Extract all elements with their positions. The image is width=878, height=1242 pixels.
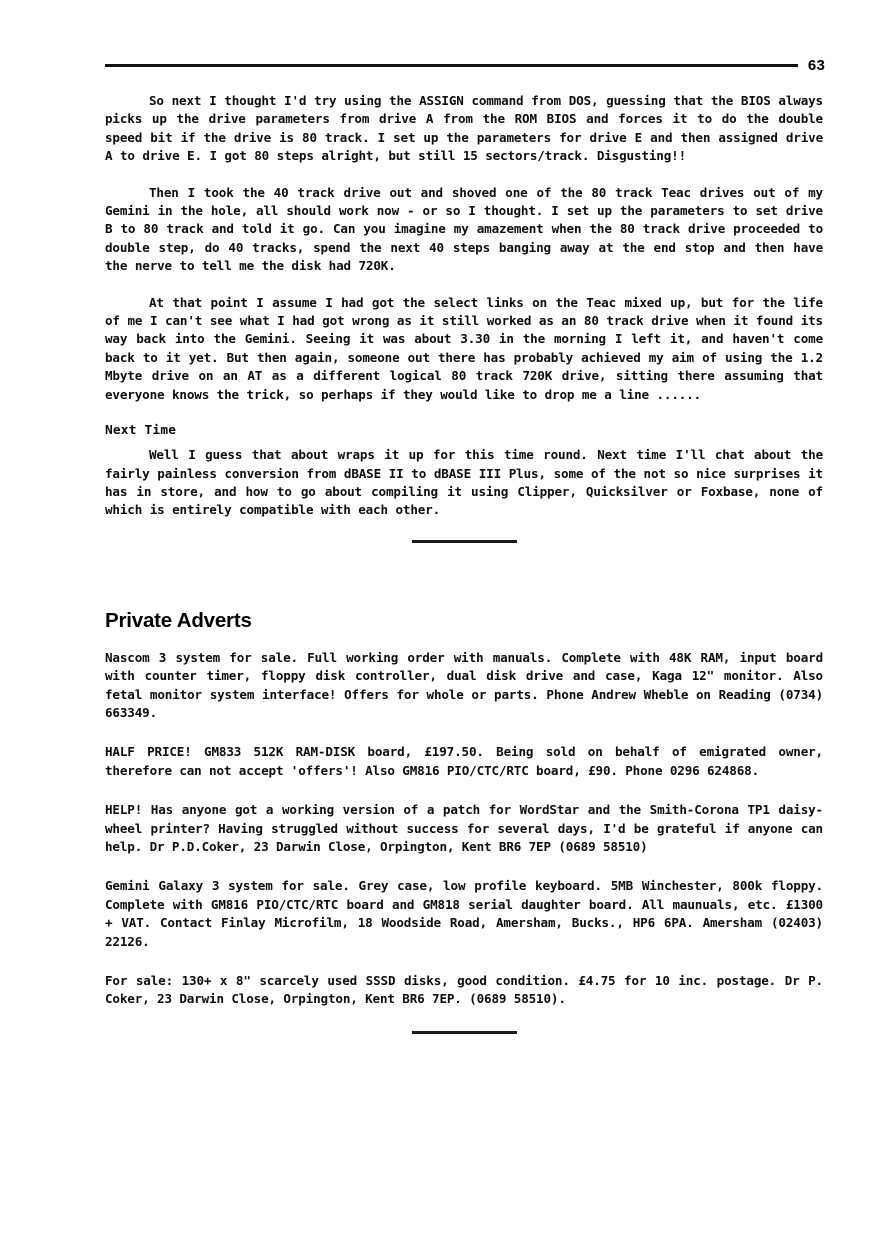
private-adverts-section	[105, 609, 823, 1009]
section-divider-top	[105, 540, 823, 543]
article-paragraph: Then I took the 40 track drive out and shoved one of the 80 track Teac drives out of my Gemini in the hole, all should work now - or so I thought. I set up the parameters to set drive B to 80 track and told it go. Can you imagine my amazement when the 80 track drive proceeded to double step, do 40 tracks, spend the next 40 steps banging away at the end stop and then have the nerve to tell me the disk had 720K.	[105, 184, 823, 274]
divider-rule	[412, 1031, 517, 1034]
header-rule	[105, 64, 798, 67]
page-content	[105, 92, 823, 1034]
section-divider-bottom	[105, 1031, 823, 1034]
page-number: 63	[807, 56, 825, 74]
advert-item: HELP! Has anyone got a working version of a patch for WordStar and the Smith-Corona TP1 daisy-wheel printer? Having struggled without success for several days, I'd be grateful if anyone can help. Dr P.D.Coker, 23 Darwin Close, Orpington, Kent BR6 7EP (0689 58510)	[105, 802, 823, 854]
advert-item: For sale: 130+ x 8" scarcely used SSSD disks, good condition. £4.75 for 10 inc. postage. Dr P. Coker, 23 Darwin Close, Orpington, Kent BR6 7EP. (0689 58510).	[105, 973, 823, 1007]
advert-item: Nascom 3 system for sale. Full working order with manuals. Complete with 48K RAM, input board with counter timer, floppy disk controller, dual disk drive and case, Kaga 12" monitor. Also fetal monitor system interface! Offers for whole or parts. Phone Andrew Wheble on Reading (0734) 663349.	[105, 649, 823, 720]
article-paragraph: So next I thought I'd try using the ASSIGN command from DOS, guessing that the BIOS always picks up the drive parameters from drive A from the ROM BIOS and forces it to do the double speed bit if the drive is 80 track. I set up the parameters for drive E and then assigned drive A to drive E. I got 80 steps alright, but still 15 sectors/track. Disgusting!!	[105, 93, 823, 164]
article-paragraph: At that point I assume I had got the select links on the Teac mixed up, but for the life of me I can't see what I had got wrong as it still worked as an 80 track drive when it found its way back into the Gemini. Seeing it was about 3.30 in the morning I left it, and haven't come back to it yet. But then again, someone out there has probably achieved my aim of using the 1.2 Mbyte drive on an AT as a different logical 80 track 720K drive, sitting there assuming that everyone knows the trick, so perhaps if they would like to drop me a line ......	[105, 294, 823, 402]
advert-item: HALF PRICE! GM833 512K RAM-DISK board, £197.50. Being sold on behalf of emigrated owner, therefore can not accept 'offers'! Also GM816 PIO/CTC/RTC board, £90. Phone 0296 624868.	[105, 744, 823, 778]
advert-item: Gemini Galaxy 3 system for sale. Grey case, low profile keyboard. 5MB Winchester, 800k floppy. Complete with GM816 PIO/CTC/RTC board and GM818 serial daughter board. All maunuals, etc. £1300 + VAT. Contact Finlay Microfilm, 18 Woodside Road, Amersham, Bucks., HP6 6PA. Amersham (02403) 22126.	[105, 878, 823, 949]
next-time-paragraph: Well I guess that about wraps it up for this time round. Next time I'll chat about the fairly painless conversion from dBASE II to dBASE III Plus, some of the not so nice surprises it has in store, and how to go about compiling it using Clipper, Quicksilver or Foxbase, none of which is entirely compatible with each other.	[105, 447, 823, 518]
next-time-heading: Next Time	[105, 423, 177, 439]
divider-rule	[412, 540, 517, 543]
page-header	[105, 52, 825, 78]
private-adverts-title: Private Adverts	[105, 608, 252, 632]
